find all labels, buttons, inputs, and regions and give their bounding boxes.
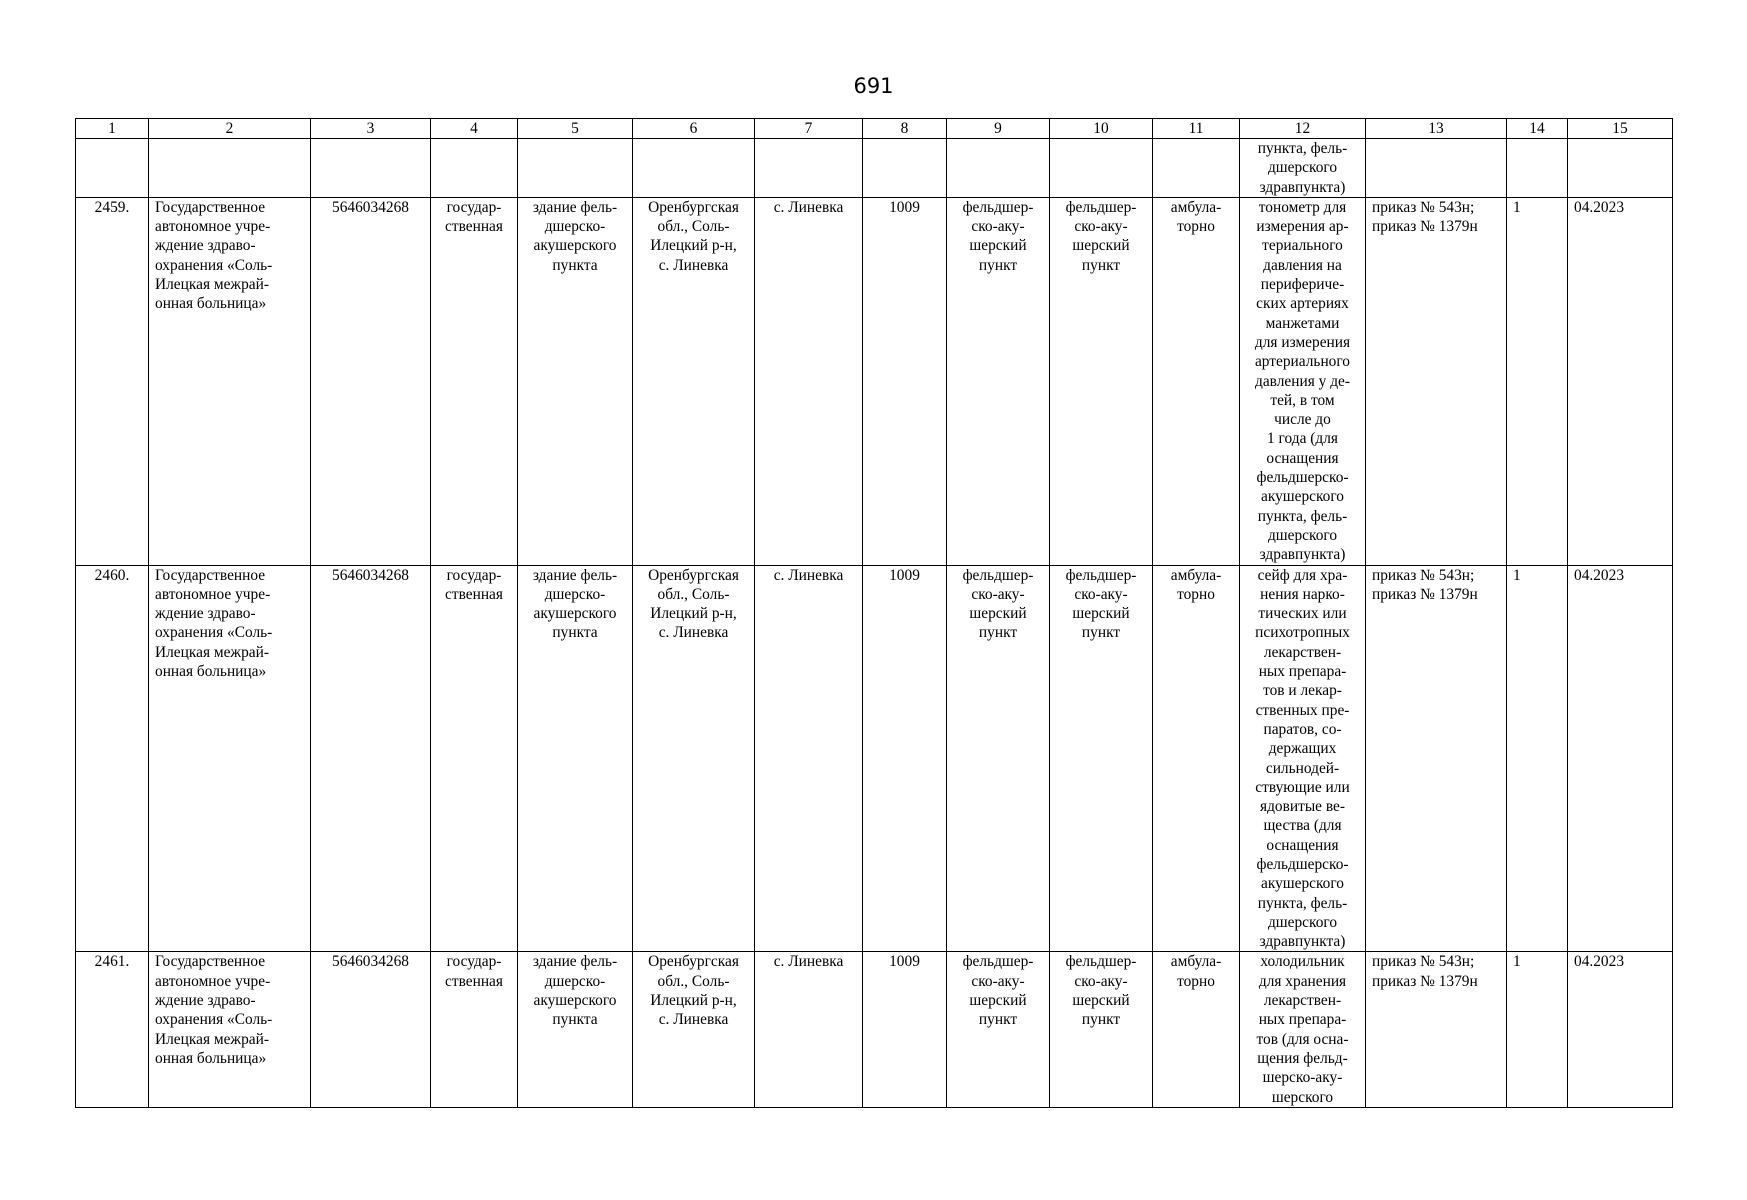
care-form-cell: амбула- торно (1153, 197, 1240, 565)
equipment-cell: тонометр для измерения ар- териального давления на периферичe- ских артериях манжетами для измерения артериального давления у де- тей, в том числе до 1 года (для оснащения фельдшерско- акушерского пункта, фель- дшерского здравпункта) (1240, 197, 1366, 565)
column-header: 10 (1050, 119, 1153, 139)
column-header: 11 (1153, 119, 1240, 139)
settlement-cell: с. Линевка (755, 952, 863, 1107)
facility-type-cell: фельдшер- ско-аку- шерский пункт (1050, 197, 1153, 565)
settlement-cell: с. Линевка (755, 565, 863, 952)
table-cell (755, 139, 863, 198)
settlement-cell: с. Линевка (755, 197, 863, 565)
address-cell: Оренбургская обл., Соль- Илецкий р-н, с. Линевка (633, 565, 755, 952)
row-number: 2459. (76, 197, 149, 565)
page-number: 691 (853, 74, 894, 98)
order-cell: приказ № 543н; приказ № 1379н (1366, 197, 1507, 565)
care-form-cell: амбула- торно (1153, 952, 1240, 1107)
column-header: 9 (947, 119, 1050, 139)
quantity-cell: 1 (1507, 952, 1568, 1107)
inn-cell: 5646034268 (311, 952, 431, 1107)
row-number: 2460. (76, 565, 149, 952)
column-header: 3 (311, 119, 431, 139)
column-header: 12 (1240, 119, 1366, 139)
date-cell: 04.2023 (1568, 952, 1673, 1107)
column-header: 5 (518, 119, 633, 139)
column-header: 13 (1366, 119, 1507, 139)
column-header: 2 (149, 119, 311, 139)
column-header: 8 (863, 119, 947, 139)
ownership-cell: государ- ственная (431, 952, 518, 1107)
ownership-cell: государ- ственная (431, 197, 518, 565)
quantity-cell: 1 (1507, 197, 1568, 565)
organization-cell: Государственное автономное учре- ждение здраво- охранения «Соль- Илецкая межрай- онная больница» (149, 565, 311, 952)
building-cell: здание фель- дшерско- акушерского пункта (518, 565, 633, 952)
facility-type-cell: фельдшер- ско-аку- шерский пункт (947, 197, 1050, 565)
building-cell: здание фель- дшерско- акушерского пункта (518, 197, 633, 565)
population-cell: 1009 (863, 197, 947, 565)
care-form-cell: амбула- торно (1153, 565, 1240, 952)
column-header: 14 (1507, 119, 1568, 139)
population-cell: 1009 (863, 952, 947, 1107)
ownership-cell: государ- ственная (431, 565, 518, 952)
table-cell (311, 139, 431, 198)
table-cell (633, 139, 755, 198)
inn-cell: 5646034268 (311, 197, 431, 565)
table-cell (863, 139, 947, 198)
equipment-cell: холодильник для хранения лекарствен- ных препара- тов (для осна- щения фельд- шерско-аку- шерского (1240, 952, 1366, 1107)
column-header: 4 (431, 119, 518, 139)
table-cell (1366, 139, 1507, 198)
table-cell (431, 139, 518, 198)
column-header: 15 (1568, 119, 1673, 139)
table-row (76, 565, 1673, 952)
column-header: 7 (755, 119, 863, 139)
column-number-row (76, 119, 1673, 139)
organization-cell: Государственное автономное учре- ждение здраво- охранения «Соль- Илецкая межрай- онная больница» (149, 197, 311, 565)
facility-type-cell: фельдшер- ско-аку- шерский пункт (1050, 565, 1153, 952)
column-header: 1 (76, 119, 149, 139)
table-cell (76, 139, 149, 198)
table-row (76, 197, 1673, 565)
inn-cell: 5646034268 (311, 565, 431, 952)
column-header: 6 (633, 119, 755, 139)
equipment-cell: сейф для хра- нения нарко- тических или психотропных лекарствен- ных препара- тов и лекар- ственных пре- паратов, со- держащих сильнодей- ствующие или ядовитые ве- щества (для оснащения фельдшерско- акушерского пункта, фель- дшерского здравпункта) (1240, 565, 1366, 952)
facility-type-cell: фельдшер- ско-аку- шерский пункт (947, 565, 1050, 952)
quantity-cell: 1 (1507, 565, 1568, 952)
row-number: 2461. (76, 952, 149, 1107)
date-cell: 04.2023 (1568, 565, 1673, 952)
address-cell: Оренбургская обл., Соль- Илецкий р-н, с. Линевка (633, 197, 755, 565)
table-cell (1050, 139, 1153, 198)
building-cell: здание фель- дшерско- акушерского пункта (518, 952, 633, 1107)
continuation-row (76, 139, 1673, 198)
date-cell: 04.2023 (1568, 197, 1673, 565)
population-cell: 1009 (863, 565, 947, 952)
table-cell (518, 139, 633, 198)
table-cell (1507, 139, 1568, 198)
table-cell (1153, 139, 1240, 198)
address-cell: Оренбургская обл., Соль- Илецкий р-н, с. Линевка (633, 952, 755, 1107)
facility-type-cell: фельдшер- ско-аку- шерский пункт (947, 952, 1050, 1107)
table-cell (1568, 139, 1673, 198)
table-cell (947, 139, 1050, 198)
table-row (76, 952, 1673, 1107)
table-cell (149, 139, 311, 198)
organization-cell: Государственное автономное учре- ждение здраво- охранения «Соль- Илецкая межрай- онная больница» (149, 952, 311, 1107)
order-cell: приказ № 543н; приказ № 1379н (1366, 952, 1507, 1107)
order-cell: приказ № 543н; приказ № 1379н (1366, 565, 1507, 952)
facility-type-cell: фельдшер- ско-аку- шерский пункт (1050, 952, 1153, 1107)
registry-table (75, 118, 1673, 1108)
equipment-cell: пункта, фель- дшерского здравпункта) (1240, 139, 1366, 198)
